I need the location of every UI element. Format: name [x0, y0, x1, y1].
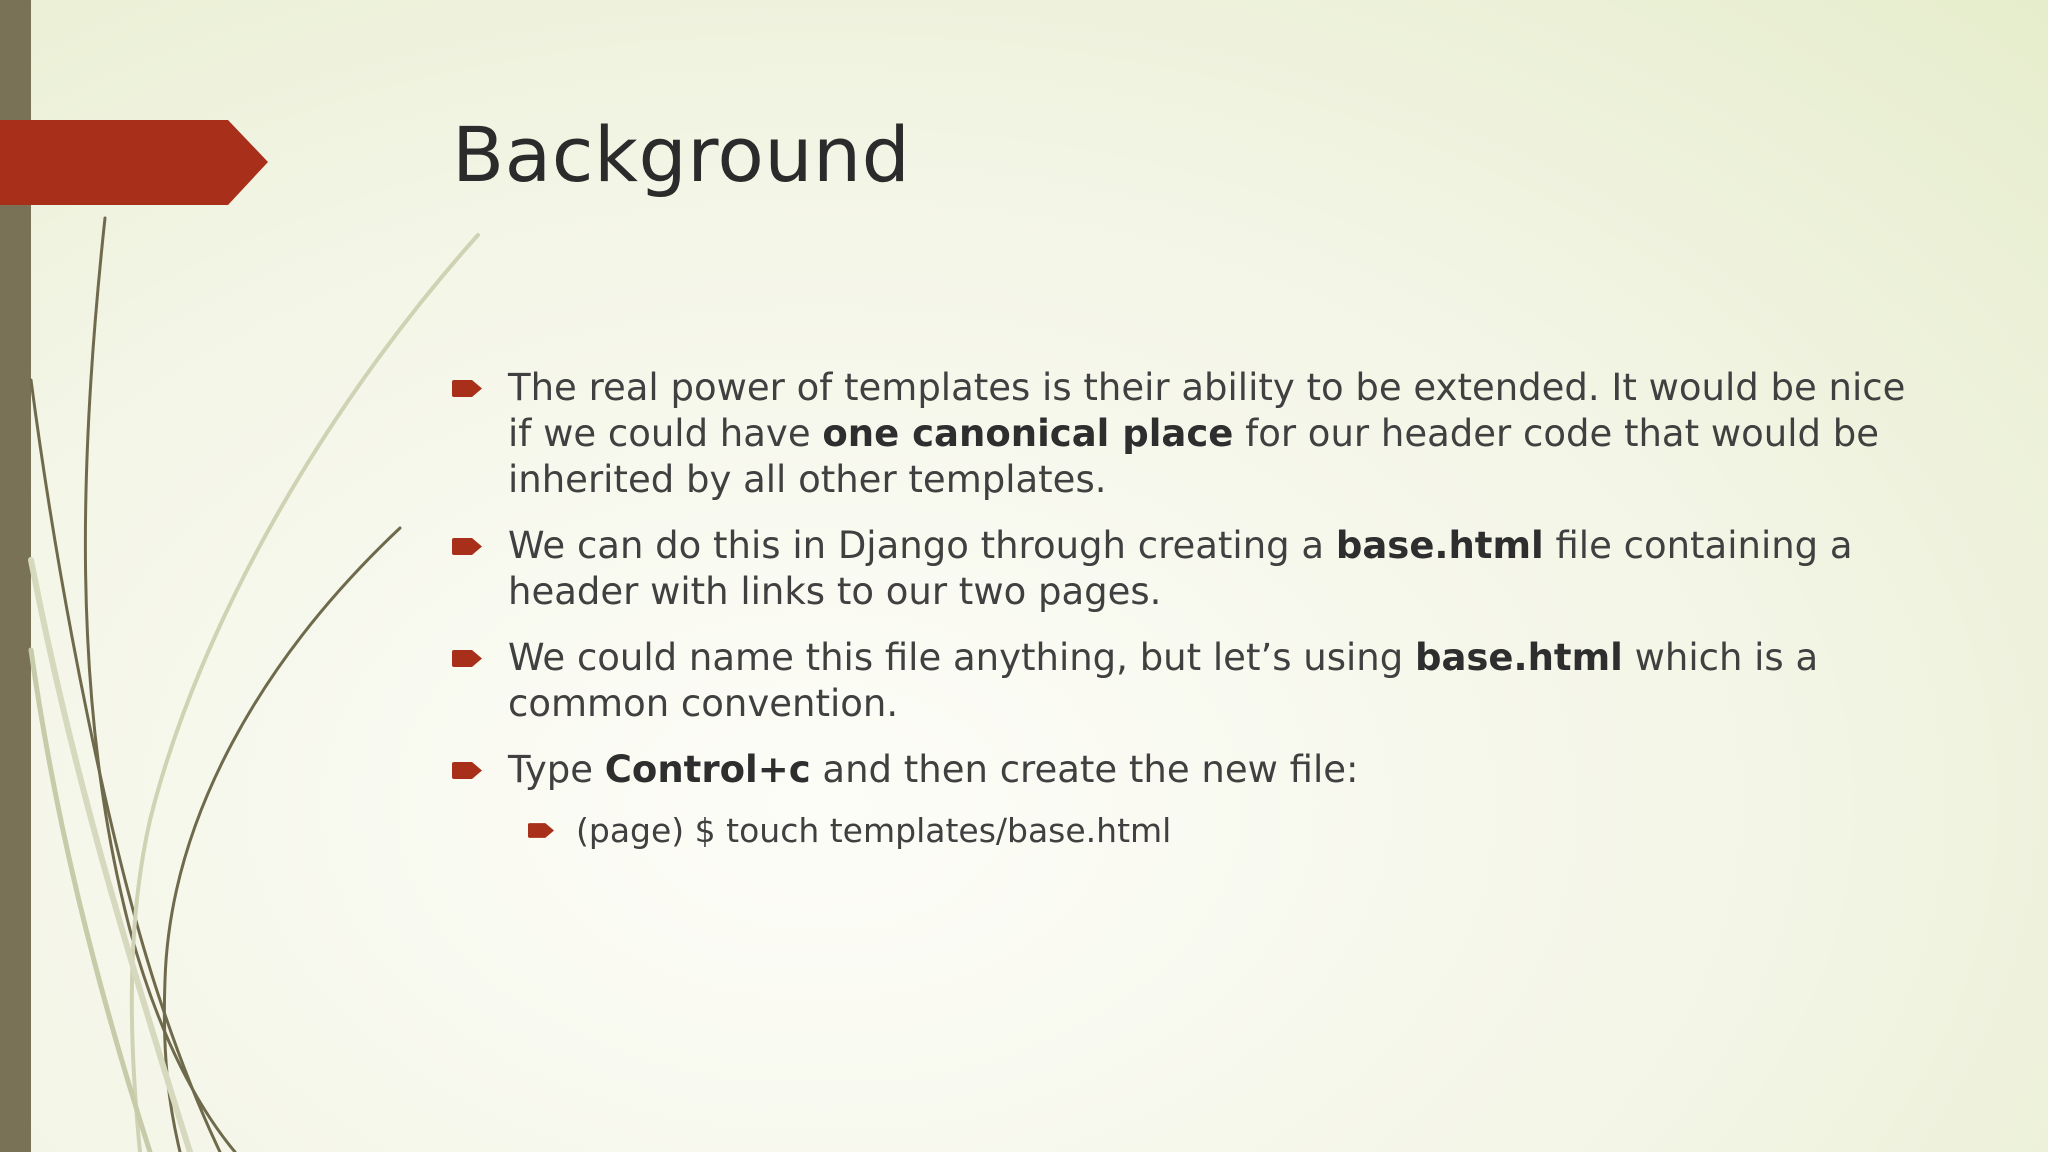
bullet-bold-text: Control+c: [604, 748, 811, 791]
sub-bullet-item: [452, 809, 1912, 853]
arrow-bullet-icon: [528, 823, 554, 838]
arrow-bullet-icon: [452, 380, 482, 397]
sub-bullet-text: (page) $ touch templates/base.html: [576, 811, 1172, 850]
arrow-bullet-icon: [452, 538, 482, 555]
bullet-text: The real power of templates is their ability to be extended. It would be nice if we could have: [508, 366, 1906, 455]
arrow-bullet-icon: [452, 650, 482, 667]
bullet-item: [452, 747, 1912, 793]
bullet-bold-text: base.html: [1414, 636, 1623, 679]
bullet-text: and then create the new file:: [810, 748, 1359, 791]
bullet-item: [452, 635, 1912, 727]
bullet-text: We could name this file anything, but let’s using: [508, 636, 1415, 679]
arrow-bullet-icon: [452, 762, 482, 779]
bullet-bold-text: one canonical place: [822, 412, 1234, 455]
title-accent-arrow: [0, 120, 268, 205]
bullet-bold-text: base.html: [1335, 524, 1544, 567]
slide-title: Background: [452, 110, 911, 199]
bullet-text: We can do this in Django through creating a: [508, 524, 1336, 567]
bullet-text: file containing a header with links to our two pages.: [508, 524, 1853, 613]
bullet-list: [452, 365, 1912, 853]
bullet-item: [452, 523, 1912, 615]
bullet-item: [452, 365, 1912, 503]
bullet-text: for our header code that would be inherited by all other templates.: [508, 412, 1879, 501]
bullet-text: Type: [508, 748, 605, 791]
bullet-text: which is a common convention.: [508, 636, 1819, 725]
